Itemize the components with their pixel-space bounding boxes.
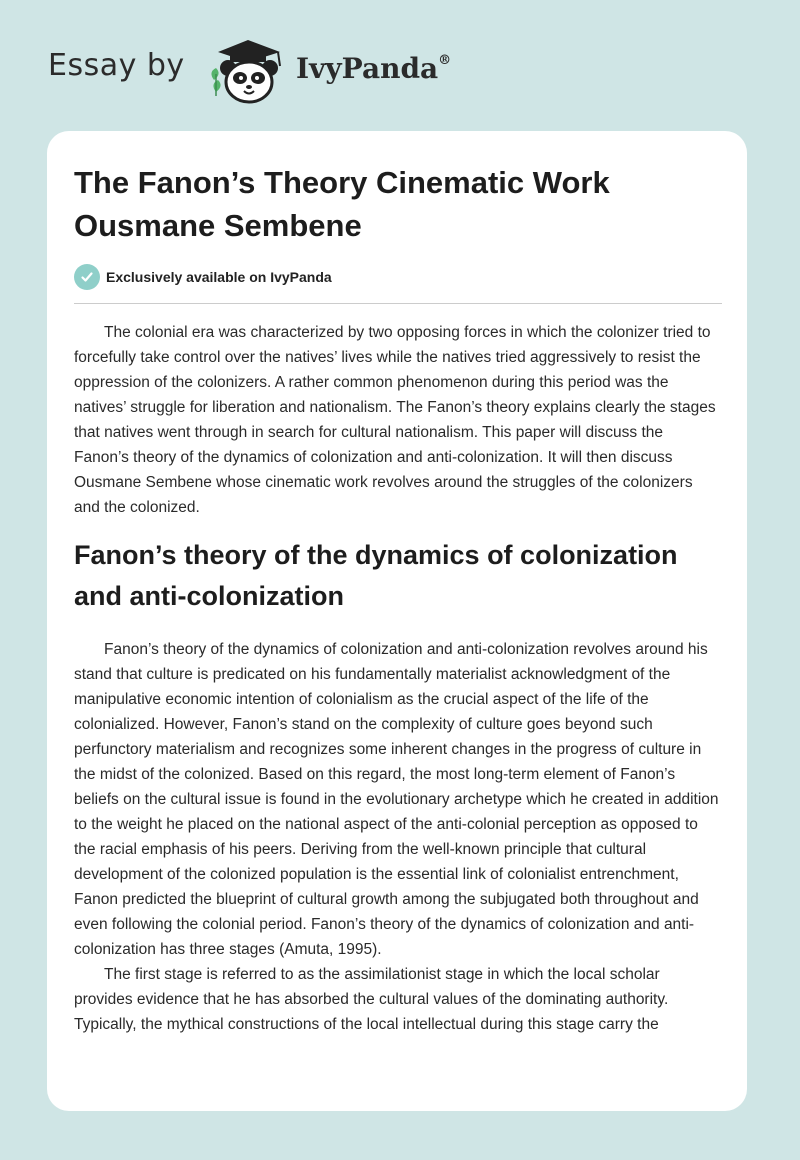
section-heading: Fanon’s theory of the dynamics of colonization and anti-colonization xyxy=(74,540,678,611)
paragraph-theory: Fanon’s theory of the dynamics of colonization and anti-colonization revolves around his stand that culture is predicated on his fundamentally materialist acknowledgment of the manipulative economic intention of colonialism as the crucial aspect of the life of the colonialized. However, Fanon’s stand on the complexity of culture goes beyond such perfunctory materialism and recognizes some inherent changes in the progress of culture in the midst of the colonized. Based on this regard, the most long-term element of Fanon’s beliefs on the cultural issue is found in the evolutionary archetype which he created in addition to the weight he placed on the national aspect of the anti-colonial perception as opposed to the racial emphasis of his peers. Deriving from the well-known principle that cultural development of the colonized population is the essential link of colonialist entrenchment, Fanon predicted the blueprint of cultural growth among the subjugated both throughout and even following the colonial period. Fanon’s theory of the dynamics of colonization and anti-colonization has three stages (Amuta, 1995). xyxy=(74,641,719,958)
exclusive-label: Exclusively available on IvyPanda xyxy=(106,269,332,285)
essay-by-label: Essay by xyxy=(48,48,185,83)
brand-name: IvyPanda® xyxy=(296,52,452,85)
exclusive-badge xyxy=(74,264,332,290)
article-card xyxy=(47,131,747,1111)
paragraph-intro: The colonial era was characterized by two opposing forces in which the colonizer tried to forcefully take control over the natives’ lives while the natives tried aggressively to resist the oppression of the colonizers. A rather common phenomenon during this period was the natives’ struggle for liberation and nationalism. The Fanon’s theory explains clearly the stages that natives went through in search for cultural nationalism. This paper will discuss the Fanon’s theory of the dynamics of colonization and anti-colonization. It will then discuss Ousmane Sembene whose cinematic work revolves around the struggles of the colonizers and the colonized. xyxy=(74,324,716,516)
ivypanda-logo-icon xyxy=(200,34,292,110)
divider xyxy=(74,303,722,304)
paragraph-first-stage: The first stage is referred to as the assimilationist stage in which the local scholar provides evidence that he has absorbed the cultural values of the dominating authority. Typically, the mythical constructions of the local intellectual during this stage carry the xyxy=(74,966,669,1033)
page-title: The Fanon’s Theory Cinematic Work Ousmane Sembene xyxy=(74,165,610,243)
site-header xyxy=(0,0,800,130)
check-icon xyxy=(74,264,100,290)
